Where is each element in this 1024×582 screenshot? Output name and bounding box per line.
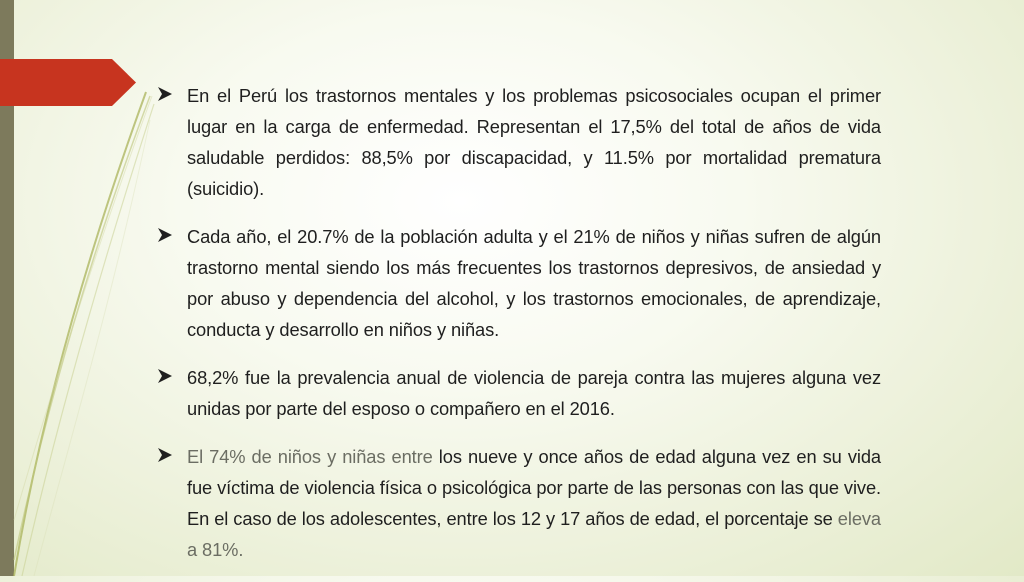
bullet-text [187, 441, 881, 565]
bullet-item [157, 362, 881, 424]
bullet-text-body: los nueve y once años de edad alguna vez en su vida fue víctima de violencia física o psicológica por parte de las personas con las que vive. En el caso de los adolescentes, entre los 12 y 17 años de edad, el porcentaje se [187, 446, 881, 529]
accent-tab [0, 59, 136, 106]
arrow-bullet-icon [157, 227, 173, 243]
bullet-list [157, 80, 881, 582]
bullet-item [157, 221, 881, 345]
arrow-bullet-icon [157, 447, 173, 463]
bullet-item [157, 441, 881, 565]
arrow-bullet-icon [157, 86, 173, 102]
arrow-bullet-icon [157, 368, 173, 384]
bullet-text-highlight: El 74% de niños y niñas entre [187, 446, 433, 467]
bullet-text: 68,2% fue la prevalencia anual de violencia de pareja contra las mujeres alguna vez unidas por parte del esposo o compañero en el 2016. [187, 367, 881, 419]
bullet-text-highlight: eleva a 81%. [187, 508, 881, 560]
bullet-item [157, 80, 881, 204]
bullet-text: Cada año, el 20.7% de la población adulta y el 21% de niños y niñas sufren de algún trastorno mental siendo los más frecuentes los trastornos depresivos, de ansiedad y por abuso y dependencia del alcohol, y los trastornos emocionales, de aprendizaje, conducta y desarrollo en niños y niñas. [187, 226, 881, 340]
bullet-text: En el Perú los trastornos mentales y los problemas psicosociales ocupan el primer lugar en la carga de enfermedad. Representan el 17,5% del total de años de vida saludable perdidos: 88,5% por discapacidad, y 11.5% por mortalidad prematura (suicidio). [187, 85, 881, 199]
